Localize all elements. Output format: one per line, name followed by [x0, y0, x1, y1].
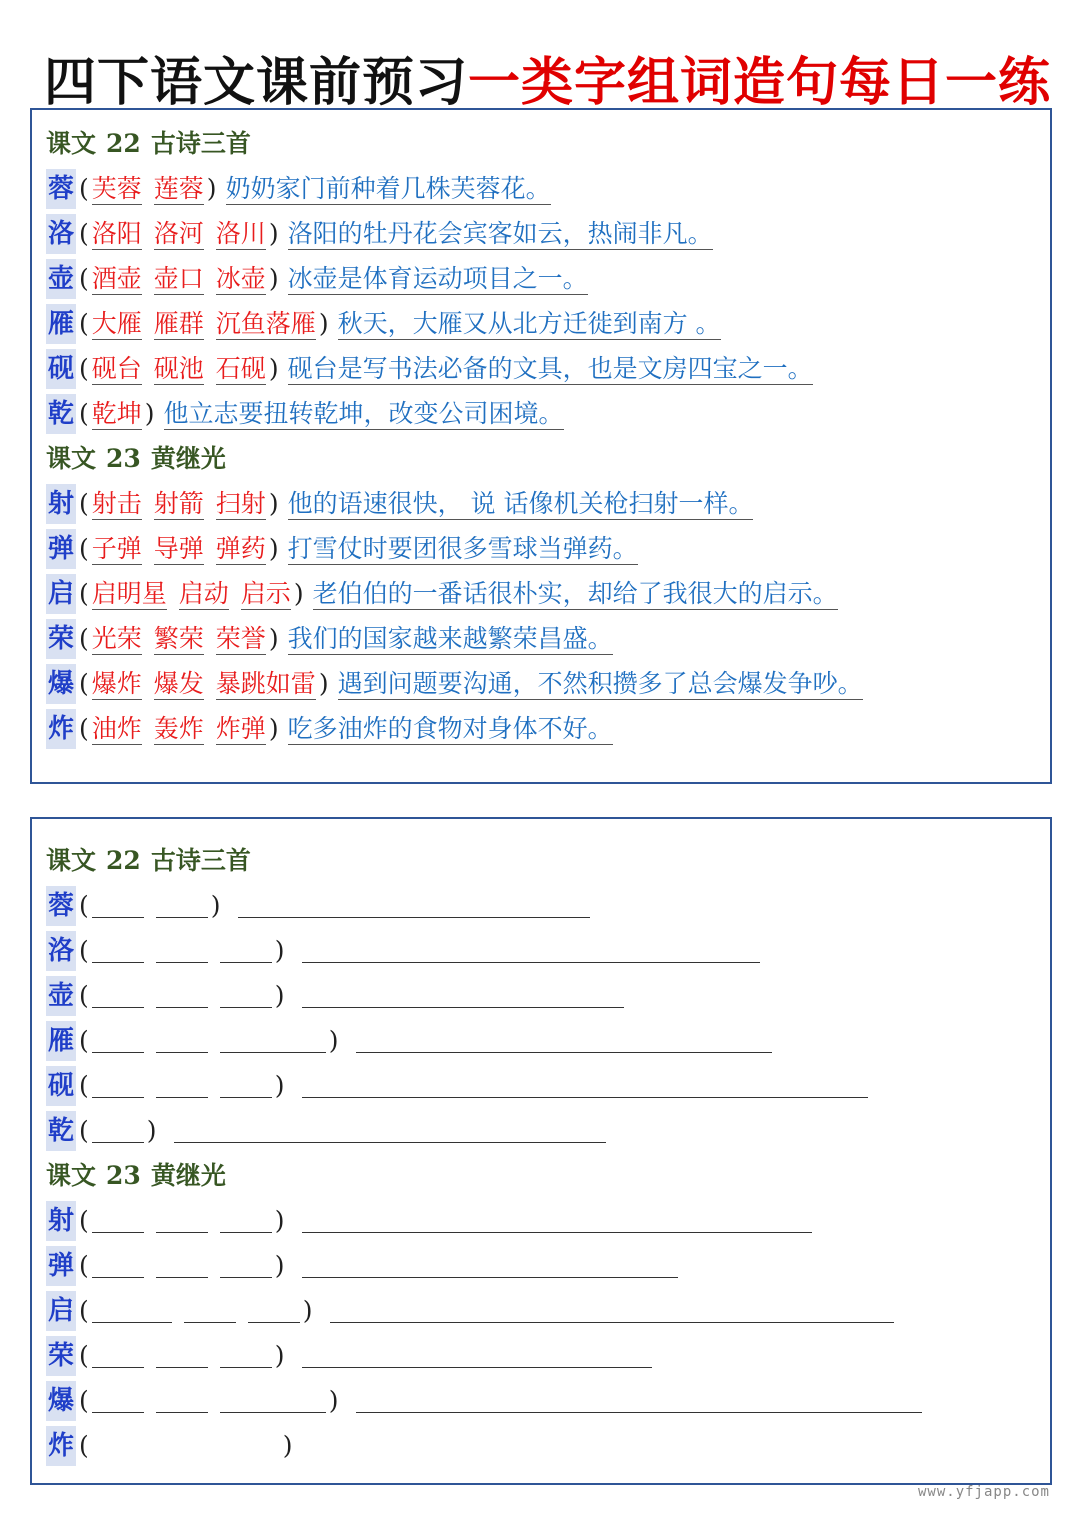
target-char: 荣: [46, 619, 76, 659]
answer-row: 爆 ( 爆炸 爆发 暴跳如雷 ) 遇到问题要沟通，不然积攒多了总会爆发争吵。: [46, 664, 863, 704]
answer-row: 蓉 ( 芙蓉 莲蓉 ) 奶奶家门前种着几株芙蓉花。: [46, 169, 551, 209]
practice-row: 弹 ( ): [46, 1246, 678, 1286]
example-sentence: 冰壶是体育运动项目之一。: [287, 264, 588, 293]
target-char: 蓉: [46, 169, 76, 209]
practice-row: 雁 ( ): [46, 1021, 772, 1061]
word-blank[interactable]: [156, 1386, 208, 1413]
word-blank[interactable]: [220, 1251, 272, 1278]
word-blank[interactable]: [92, 1116, 144, 1143]
target-char: 砚: [46, 349, 76, 389]
word-blank[interactable]: [184, 1296, 236, 1323]
word: 轰炸: [153, 714, 204, 743]
word-blank[interactable]: [156, 1026, 208, 1053]
target-char: 壶: [46, 976, 76, 1016]
title-part2: 一类字组词造句每日一练: [468, 53, 1052, 113]
example-sentence: 老伯伯的一番话很朴实，却给了我很大的启示。: [312, 579, 838, 608]
example-sentence: 洛阳的牡丹花会宾客如云，热闹非凡。: [287, 219, 713, 248]
word-blank[interactable]: [248, 1296, 300, 1323]
word: 雁群: [153, 309, 204, 338]
word: 扫射: [215, 489, 266, 518]
practice-row: 蓉 ( ): [46, 886, 590, 926]
practice-row: 壶 ( ): [46, 976, 624, 1016]
word: 射击: [91, 489, 142, 518]
word-blank[interactable]: [220, 1386, 326, 1413]
word-blank[interactable]: [156, 936, 208, 963]
example-sentence: 秋天，大雁又从北方迁徙到南方 。: [337, 309, 721, 338]
answer-row: 启 ( 启明星 启动 启示 ) 老伯伯的一番话很朴实，却给了我很大的启示。: [46, 574, 838, 614]
word-blank[interactable]: [92, 1386, 144, 1413]
word: 大雁: [91, 309, 142, 338]
word: 砚台: [91, 354, 142, 383]
target-char: 砚: [46, 1066, 76, 1106]
word-blank[interactable]: [156, 1251, 208, 1278]
sentence-blank[interactable]: [330, 1296, 894, 1323]
answer-row: 雁 ( 大雁 雁群 沉鱼落雁 ) 秋天，大雁又从北方迁徙到南方 。: [46, 304, 721, 344]
word: 导弹: [153, 534, 204, 563]
practice-row: 启 ( ): [46, 1291, 894, 1331]
sentence-blank[interactable]: [302, 1251, 678, 1278]
sentence-blank[interactable]: [302, 1071, 868, 1098]
sentence-blank[interactable]: [356, 1386, 922, 1413]
answer-row: 砚 ( 砚台 砚池 石砚 ) 砚台是写书法必备的文具，也是文房四宝之一。: [46, 349, 813, 389]
word: 冰壶: [215, 264, 266, 293]
word: 爆炸: [91, 669, 142, 698]
word-blank[interactable]: [220, 1026, 326, 1053]
word: 爆发: [153, 669, 204, 698]
word-blank[interactable]: [92, 891, 144, 918]
word: 壶口: [153, 264, 204, 293]
word-blank[interactable]: [92, 1206, 144, 1233]
target-char: 射: [46, 484, 76, 524]
target-char: 荣: [46, 1336, 76, 1376]
word: 洛阳: [91, 219, 142, 248]
example-sentence: 遇到问题要沟通，不然积攒多了总会爆发争吵。: [337, 669, 863, 698]
target-char: 弹: [46, 529, 76, 569]
word-blank[interactable]: [220, 1071, 272, 1098]
word: 射箭: [153, 489, 204, 518]
sentence-blank[interactable]: [356, 1026, 772, 1053]
target-char: 炸: [46, 709, 76, 749]
word-blank[interactable]: [156, 891, 208, 918]
word-blank[interactable]: [92, 1296, 172, 1323]
word: 启动: [178, 579, 229, 608]
answer-row: 炸 ( 油炸 轰炸 炸弹 ) 吃多油炸的食物对身体不好。: [46, 709, 613, 749]
word: 酒壶: [91, 264, 142, 293]
lesson-heading: 课文 23 黄继光: [46, 444, 226, 473]
example-sentence: 我们的国家越来越繁荣昌盛。: [287, 624, 613, 653]
word-blank[interactable]: [220, 1341, 272, 1368]
word-blank[interactable]: [220, 936, 272, 963]
target-char: 启: [46, 1291, 76, 1331]
page-title: [44, 52, 1051, 114]
word-blank[interactable]: [92, 1251, 144, 1278]
word-blank[interactable]: [156, 1341, 208, 1368]
word: 洛河: [153, 219, 204, 248]
example-sentence: 砚台是写书法必备的文具，也是文房四宝之一。: [287, 354, 813, 383]
target-char: 乾: [46, 394, 76, 434]
target-char: 炸: [46, 1426, 76, 1466]
word-blank[interactable]: [92, 1071, 144, 1098]
target-char: 乾: [46, 1111, 76, 1151]
sentence-blank[interactable]: [302, 981, 624, 1008]
title-part1: 四下语文课前预习: [44, 53, 469, 113]
target-char: 洛: [46, 931, 76, 971]
answer-row: 荣 ( 光荣 繁荣 荣誉 ) 我们的国家越来越繁荣昌盛。: [46, 619, 613, 659]
target-char: 洛: [46, 214, 76, 254]
word: 荣誉: [215, 624, 266, 653]
practice-row: 洛 ( ): [46, 931, 760, 971]
practice-panel: [30, 817, 1052, 1485]
target-char: 射: [46, 1201, 76, 1241]
target-char: 启: [46, 574, 76, 614]
target-char: 雁: [46, 1021, 76, 1061]
practice-row: 乾 ( ): [46, 1111, 606, 1151]
answer-row: 壶 ( 酒壶 壶口 冰壶 ) 冰壶是体育运动项目之一。: [46, 259, 588, 299]
word-blank[interactable]: [220, 1206, 272, 1233]
word: 子弹: [91, 534, 142, 563]
answer-row: 弹 ( 子弹 导弹 弹药 ) 打雪仗时要团很多雪球当弹药。: [46, 529, 638, 569]
target-char: 爆: [46, 1381, 76, 1421]
sentence-blank[interactable]: [302, 1341, 652, 1368]
target-char: 爆: [46, 664, 76, 704]
word: 砚池: [153, 354, 204, 383]
word-blank[interactable]: [92, 981, 144, 1008]
sentence-blank[interactable]: [238, 891, 590, 918]
sentence-blank[interactable]: [302, 936, 760, 963]
word: 炸弹: [215, 714, 266, 743]
target-char: 雁: [46, 304, 76, 344]
word-blank[interactable]: [92, 936, 144, 963]
word: 莲蓉: [153, 174, 204, 203]
word: 启示: [240, 579, 291, 608]
practice-row: 爆 ( ): [46, 1381, 922, 1421]
lesson-heading: 课文 23 黄继光: [46, 1161, 226, 1190]
word: 洛川: [215, 219, 266, 248]
answer-row: 洛 ( 洛阳 洛河 洛川 ) 洛阳的牡丹花会宾客如云，热闹非凡。: [46, 214, 713, 254]
word-blank[interactable]: [156, 1206, 208, 1233]
practice-row: 炸 ( ): [46, 1426, 296, 1466]
word: 光荣: [91, 624, 142, 653]
word-blank[interactable]: [92, 1341, 144, 1368]
word-blank[interactable]: [220, 981, 272, 1008]
word: 沉鱼落雁: [215, 309, 316, 338]
lesson-heading: 课文 22 古诗三首: [46, 129, 251, 158]
answer-row: 乾 ( 乾坤 ) 他立志要扭转乾坤，改变公司困境。: [46, 394, 564, 434]
sentence-blank[interactable]: [302, 1206, 812, 1233]
example-sentence: 打雪仗时要团很多雪球当弹药。: [287, 534, 638, 563]
example-sentence: 吃多油炸的食物对身体不好。: [287, 714, 613, 743]
word: 石砚: [215, 354, 266, 383]
example-sentence: 他立志要扭转乾坤，改变公司困境。: [163, 399, 564, 428]
answer-panel: [30, 108, 1052, 784]
practice-row: 荣 ( ): [46, 1336, 652, 1376]
target-char: 弹: [46, 1246, 76, 1286]
word-blank[interactable]: [92, 1026, 144, 1053]
word: 弹药: [215, 534, 266, 563]
example-sentence: 奶奶家门前种着几株芙蓉花。: [225, 174, 551, 203]
sentence-blank[interactable]: [174, 1116, 606, 1143]
example-sentence: 他的语速很快， 说 话像机关枪扫射一样。: [287, 489, 754, 518]
word: 油炸: [91, 714, 142, 743]
answer-row: 射 ( 射击 射箭 扫射 ) 他的语速很快， 说 话像机关枪扫射一样。: [46, 484, 753, 524]
word: 暴跳如雷: [215, 669, 316, 698]
word: 乾坤: [91, 399, 142, 428]
practice-row: 砚 ( ): [46, 1066, 868, 1106]
word-blank[interactable]: [156, 981, 208, 1008]
lesson-heading: 课文 22 古诗三首: [46, 846, 251, 875]
target-char: 壶: [46, 259, 76, 299]
word-blank[interactable]: [156, 1071, 208, 1098]
practice-row: 射 ( ): [46, 1201, 812, 1241]
word: 启明星: [91, 579, 167, 608]
target-char: 蓉: [46, 886, 76, 926]
word: 繁荣: [153, 624, 204, 653]
word: 芙蓉: [91, 174, 142, 203]
watermark: www.yfjapp.com: [917, 1484, 1050, 1500]
